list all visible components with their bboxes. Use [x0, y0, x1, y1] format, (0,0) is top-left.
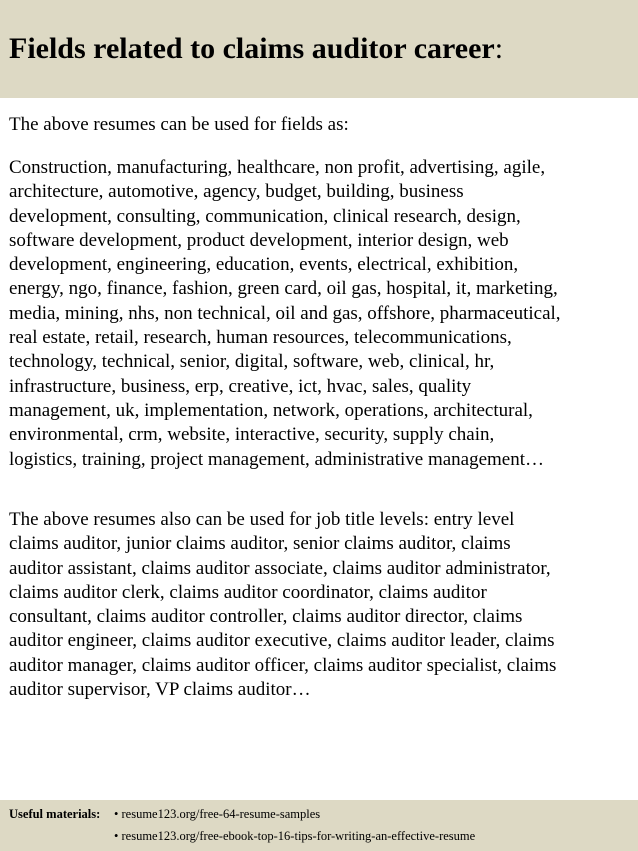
- fields-line: development, engineering, education, events, electrical, exhibition,: [9, 254, 519, 276]
- fields-line: management, uk, implementation, network, operations, architectural,: [9, 399, 533, 421]
- page-title: [9, 31, 503, 67]
- header-banner: [0, 0, 638, 98]
- page-title-text: Fields related to claims auditor career: [9, 32, 495, 65]
- job-levels-line: claims auditor clerk, claims auditor coordinator, claims auditor: [9, 581, 487, 603]
- fields-line: environmental, crm, website, interactive, security, supply chain,: [9, 424, 495, 446]
- useful-materials-label-text: Useful materials: [9, 807, 97, 821]
- intro-text: The above resumes can be used for fields as:: [9, 114, 349, 135]
- fields-line: logistics, training, project management, administrative management…: [9, 448, 545, 470]
- job-levels-line: auditor supervisor, VP claims auditor…: [9, 679, 311, 701]
- job-levels-line: claims auditor, junior claims auditor, senior claims auditor, claims: [9, 533, 511, 555]
- useful-materials-label: [9, 807, 100, 822]
- fields-paragraph: [9, 156, 631, 472]
- fields-line: software development, product development, interior design, web: [9, 229, 509, 251]
- fields-line: real estate, retail, research, human resources, telecommunications,: [9, 327, 512, 349]
- job-levels-line: auditor engineer, claims auditor executive, claims auditor leader, claims: [9, 630, 555, 652]
- job-levels-line: auditor assistant, claims auditor associate, claims auditor administrator,: [9, 557, 551, 579]
- fields-line: infrastructure, business, erp, creative, ict, hvac, sales, quality: [9, 375, 472, 397]
- job-levels-paragraph: [9, 508, 631, 702]
- job-levels-line: auditor manager, claims auditor officer, claims auditor specialist, claims: [9, 654, 557, 676]
- fields-line: development, consulting, communication, clinical research, design,: [9, 205, 521, 227]
- fields-line: energy, ngo, finance, fashion, green card, oil gas, hospital, it, marketing,: [9, 278, 558, 300]
- ebook-tips-link[interactable]: • resume123.org/free-ebook-top-16-tips-for-writing-an-effective-resume: [114, 829, 476, 843]
- fields-line: architecture, automotive, agency, budget, building, business: [9, 181, 464, 203]
- job-levels-line: consultant, claims auditor controller, claims auditor director, claims: [9, 606, 523, 628]
- job-levels-line: The above resumes also can be used for job title levels: entry level: [9, 509, 515, 530]
- useful-materials-label-colon: :: [96, 807, 101, 821]
- fields-line: technology, technical, senior, digital, software, web, clinical, hr,: [9, 351, 495, 373]
- fields-line: Construction, manufacturing, healthcare, non profit, advertising, agile,: [9, 157, 546, 178]
- fields-line: media, mining, nhs, non technical, oil and gas, offshore, pharmaceutical,: [9, 302, 561, 324]
- resume-samples-link[interactable]: • resume123.org/free-64-resume-samples: [114, 807, 321, 821]
- page-title-colon: :: [494, 32, 504, 65]
- footer-banner: [0, 800, 638, 851]
